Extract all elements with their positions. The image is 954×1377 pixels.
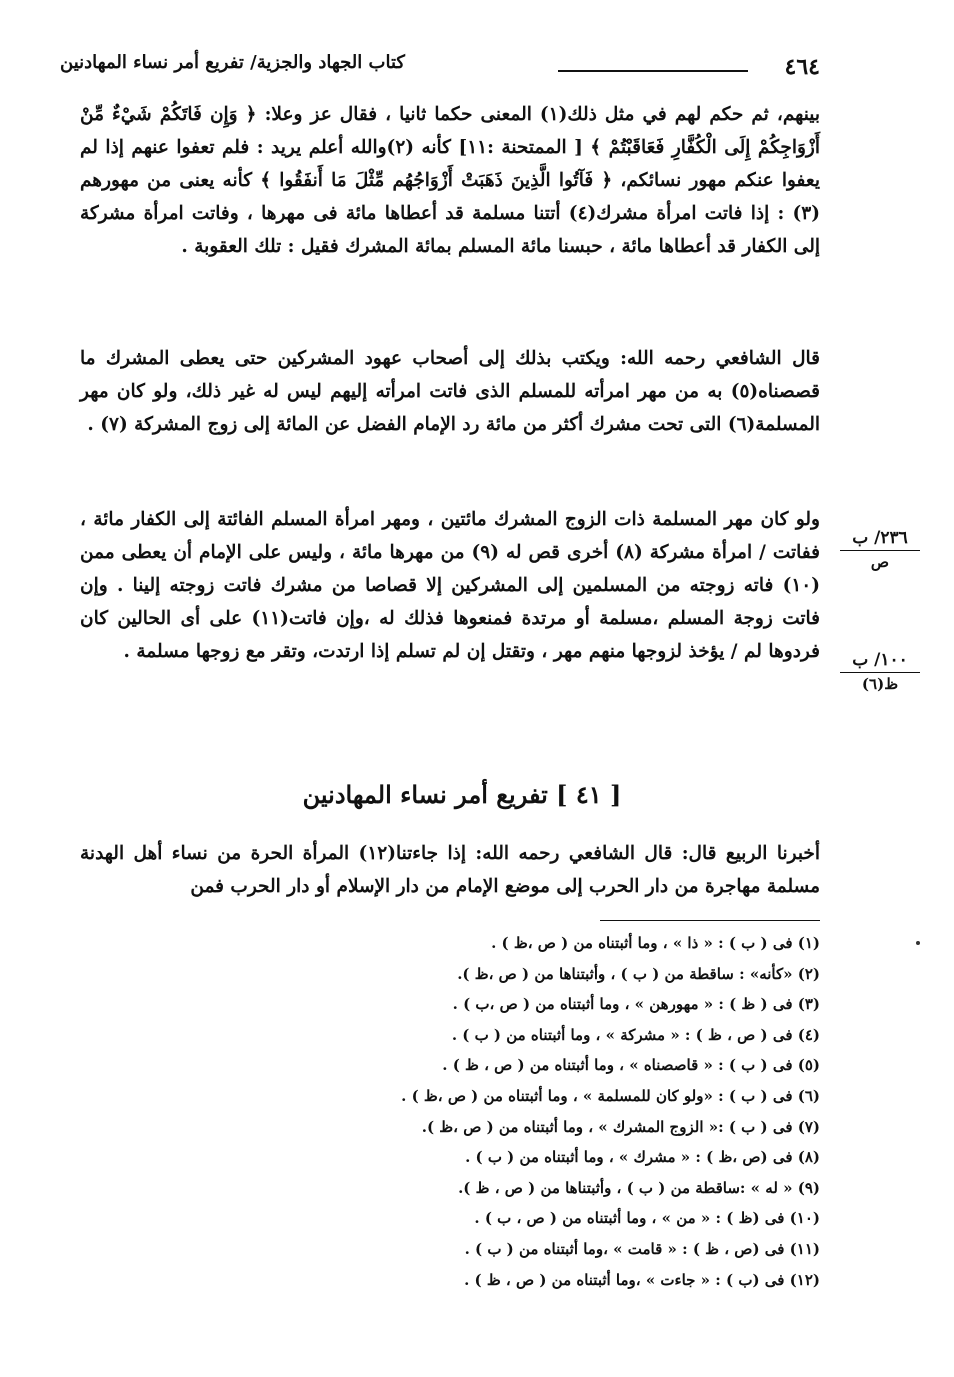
- footnote-11: (١١) فى (ص ، ظ ) : « قامت » ،وما أثبتناه من ( ب ) .: [464, 1239, 820, 1258]
- footnote-6: (٦) فى ( ب ) : «ولو كان للمسلمة » ، وما أثبتناه من ( ص ،ظ ) .: [401, 1086, 820, 1105]
- section-heading-text: [ ٤١ ] تفريع أمر نساء المهادنين: [302, 780, 622, 809]
- footnote-8: (٨) فى (ص ،ظ ) : « مشرك » ، وما أثبتناه من ( ب ) .: [465, 1148, 820, 1167]
- paragraph-4: [80, 837, 820, 903]
- paragraph-2: [80, 342, 820, 441]
- footnote-9: (٩) « له » :ساقطة من ( ب ) ، وأثبتناها من ( ص ، ظ ).: [458, 1178, 820, 1197]
- footnote-rule: [600, 920, 820, 921]
- paragraph-4-lead: قال الشافعي: [568, 843, 673, 864]
- margin-note-2-top: ١٠٠/ ب: [840, 650, 920, 673]
- page-number: ٤٦٤: [784, 54, 820, 80]
- margin-note-1-bottom: ص: [870, 553, 890, 571]
- margin-note-2: [840, 650, 920, 693]
- margin-note-1: [840, 528, 920, 571]
- paragraph-4-text: رحمه الله: إذا جاءتنا(١٢) المرأة الحرة من نساء أهل الهدنة مسلمة مهاجرة من دار الحرب إلى موضع الإمام من دار الإسلام أو دار الحرب فمن: [80, 843, 820, 897]
- header-rule: [558, 70, 748, 72]
- footnotes-list: [100, 928, 820, 1295]
- footnote-1: (١) فى ( ب ) : « ذا » ، وما أثبتناه من ( ص ،ظ ) .: [491, 934, 820, 952]
- paragraph-2-text: رحمه الله: ويكتب بذلك إلى أصحاب عهود المشركين حتى يعطى المشرك ما قصصناه(٥) به من مهر امرأته للمسلم الذى فاتت امرأته إليهم ليس له غير ذلك، ولو كان مهر المسلمة(٦) التى تحت مشرك أكثر من مائة رد الإمام الفضل عن المائة إلى زوج المشركة (٧) .: [80, 348, 820, 435]
- footnote-3: (٣) فى ( ظ ) : « مهورهن » ، وما أثبتناه من ( ص ،ب ) .: [452, 995, 820, 1014]
- footnote-5: (٥) فى ( ب ) : « قاصصناه » ، وما أثبتناه من ( ص ، ظ ) .: [442, 1056, 820, 1075]
- running-title: كتاب الجهاد والجزية/ تفريع أمر نساء المهادنين: [60, 52, 405, 73]
- page-header: [60, 48, 820, 88]
- margin-note-2-bottom: ظ(٦): [861, 675, 899, 693]
- paragraph-2-lead: قال الشافعي: [715, 348, 820, 369]
- margin-note-1-top: ٢٣٦/ ب: [840, 528, 920, 551]
- paragraph-1: بينهم، ثم حكم لهم في مثل ذلك(١) المعنى حكما ثانيا ، فقال عز وعلا: ﴿ وَإِن فَاتَكُمْ شَيْءٌ مِّنْ أَزْوَاجِكُمْ إِلَى الْكُفَّارِ فَعَاقَبْتُمْ ﴾ [ الممتحنة :١١] كأنه (٢)والله أعلم يريد : فلم تعفوا عنهم إذا لم يعفوا عنكم مهور نسائكم، ﴿ فَآتُوا الَّذِينَ ذَهَبَتْ أَزْوَاجُهُم مِّثْلَ مَا أَنفَقُوا ﴾ كأنه يعنى من مهورهم (٣) : إذا فاتت امرأة مشرك(٤) أتتنا مسلمة قد أعطاها مائة فى مهرها ، وفاتت امرأة مشركة إلى الكفار قد أعطاها مائة ، حبسنا مائة المسلم بمائة المشرك فقيل : تلك العقوبة .: [80, 104, 821, 257]
- footnote-4: (٤) فى ( ص ، ظ ) : « مشركة » ، وما أثبتناه من ( ب ) .: [451, 1025, 820, 1044]
- footnote-7: (٧) فى ( ب ) :« الزوج المشرك » ، وما أثبتناه من ( ص ،ظ ).: [421, 1117, 820, 1136]
- footnote-2: (٢) «كأنه» : ساقطة من ( ب ) ، وأثبتناها من ( ص ،ظ ).: [457, 964, 820, 983]
- footnote-12: (١٢) فى (ب ) : « جاءت » ،وما أثبتناه من ( ص ، ظ ) .: [464, 1270, 820, 1289]
- section-heading: [0, 780, 954, 809]
- scan-speck: [916, 941, 920, 945]
- paragraph-3: ولو كان مهر المسلمة ذات الزوج المشرك مائتين ، ومهر امرأة المسلم الفائتة إلى الكفار مائة ، ففاتت / امرأة مشركة (٨) أخرى قص له (٩) من مهرها مائة ، وليس على الإمام أن يعطى ممن (١٠) فاته زوجته من المسلمين إلى المشركين إلا قصاصا من مشرك فاتت زوجته إلينا . وإن فاتت زوجة المسلم ،مسلمة أو مرتدة فمنعوها فذلك له ،وإن فاتت(١١) على أى الحالين كان فردوها لم / يؤخذ لزوجها منهم مهر ، وتقتل إن لم تسلم إذا ارتدت، وتقر مع زوجها مسلمة .: [80, 509, 820, 662]
- footnote-10: (١٠) فى (ظ ) : « من » ، وما أثبتناه من ( ص ، ب ) .: [474, 1209, 820, 1228]
- paragraph-4-pre: أخبرنا الربيع قال:: [672, 843, 821, 864]
